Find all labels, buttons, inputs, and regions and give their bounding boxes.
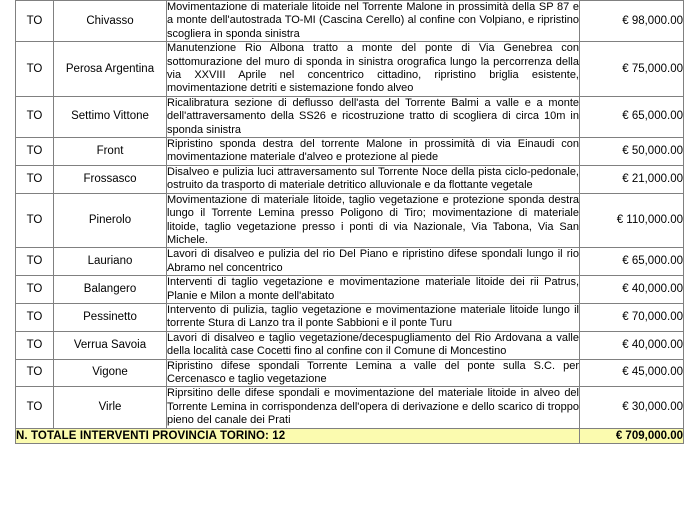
cell-province: TO [16,331,54,359]
cell-description: Manutenzione Rio Albona tratto a monte del ponte di Via Genebrea con sottomurazione del muro di sponda in sinistra orografica lungo la percorrenza della via XXVIII Aprile nel concentrico cittadino, ripristino briglia esistente, movimentazione detriti e sistemazione fondo alveo [167,42,579,95]
cell-municipality: Lauriano [54,248,167,276]
table-row [16,359,684,387]
table-body [16,1,684,444]
cell-description: Disalveo e pulizia luci attraversamento sul Torrente Noce della pista ciclo-pedonale, ostruito da trasporto di materiale detritico alluvionale e da flottante vegetale [167,165,579,192]
cell-province: TO [16,359,54,387]
cell-province: TO [16,96,54,137]
table-row [16,138,684,166]
table-row [16,165,684,193]
cell-municipality: Front [54,138,167,166]
cell-municipality: Perosa Argentina [54,42,167,97]
cell-amount: € 45,000.00 [580,359,684,387]
cell-amount: € 40,000.00 [580,276,684,304]
cell-amount: € 110,000.00 [580,193,684,248]
cell-description: Ricalibratura sezione di deflusso dell'asta del Torrente Balmi a valle e a monte dell'attraversamento della SS26 e ricostruzione tratto di scogliera di circa 10m in sponda sinistra [167,96,579,136]
cell-province: TO [16,42,54,97]
cell-amount: € 50,000.00 [580,138,684,166]
table-row [16,303,684,331]
cell-description: Lavori di disalveo e pulizia del rio Del Piano e ripristino difese spondali lungo il rio Abramo nel concentrico [167,248,579,274]
cell-description: Intervento di pulizia, taglio vegetazione e movimentazione materiale litoide lungo il torrente Stura di Lanzo tra il ponte Sabbioni e il ponte Turu [167,303,579,330]
cell-amount: € 40,000.00 [580,331,684,359]
table-row [16,276,684,304]
cell-province: TO [16,138,54,166]
cell-province: TO [16,193,54,248]
table-row [16,248,684,276]
total-amount: € 709,000.00 [580,428,684,443]
cell-description: Movimentazione di materiale litoide, taglio vegetazione e protezione sponda destra lungo il Torrente Lemina presso Poligono di Tiro; movimentazione di materiale litoide, taglio vegetazione presso i ponti di via Nazionale, Via Tabona, Via San Michele. [167,193,579,246]
table-row [16,42,684,97]
cell-municipality: Virle [54,387,167,428]
cell-province: TO [16,1,54,42]
cell-amount: € 70,000.00 [580,303,684,331]
cell-amount: € 65,000.00 [580,248,684,276]
cell-municipality: Pinerolo [54,193,167,248]
table-row [16,1,684,42]
table-row [16,193,684,248]
cell-description: Riprsitino delle difese spondali e movimentazione del materiale litoide in alveo del Torrente Lemina in corrispondenza dell'opera di derivazione e dello scarico di troppo pieno del canale dei Prati [167,387,579,427]
cell-municipality: Verrua Savoia [54,331,167,359]
total-row [16,428,684,443]
cell-description: Interventi di taglio vegetazione e movimentazione materiale litoide dei rii Patrus, Planie e Milon a monte dell'abitato [167,276,579,302]
cell-municipality: Settimo Vittone [54,96,167,137]
cell-amount: € 21,000.00 [580,165,684,193]
total-label: N. TOTALE INTERVENTI PROVINCIA TORINO: 12 [16,428,580,443]
cell-province: TO [16,276,54,304]
cell-description: Movimentazione di materiale litoide nel Torrente Malone in prossimità della SP 87 e a monte dell'autostrada TO-MI (Cascina Cerello) al confine con Volpiano, e ripristino scogliera in sponda sinistra [167,1,579,40]
interventions-table [15,0,684,444]
cell-municipality: Pessinetto [54,303,167,331]
cell-province: TO [16,387,54,428]
cell-amount: € 30,000.00 [580,387,684,428]
table-row [16,387,684,428]
cell-municipality: Balangero [54,276,167,304]
cell-province: TO [16,165,54,193]
cell-description: Ripristino sponda destra del torrente Malone in prossimità di via Einaudi con movimentazione materiale d'alveo e protezione al piede [167,138,579,164]
cell-province: TO [16,248,54,276]
table-row [16,331,684,359]
cell-province: TO [16,303,54,331]
table-row [16,96,684,137]
cell-amount: € 98,000.00 [580,1,684,42]
cell-amount: € 65,000.00 [580,96,684,137]
cell-municipality: Chivasso [54,1,167,42]
cell-amount: € 75,000.00 [580,42,684,97]
cell-description: Ripristino difese spondali Torrente Lemina a valle del ponte sulla S.C. per Cercenasco e taglio vegetazione [167,359,579,385]
cell-municipality: Frossasco [54,165,167,193]
cell-description: Lavori di disalveo e taglio vegetazione/decespugliamento del Rio Ardovana a valle della località case Cocetti fino al confine con il Comune di Moncestino [167,331,579,358]
cell-municipality: Vigone [54,359,167,387]
